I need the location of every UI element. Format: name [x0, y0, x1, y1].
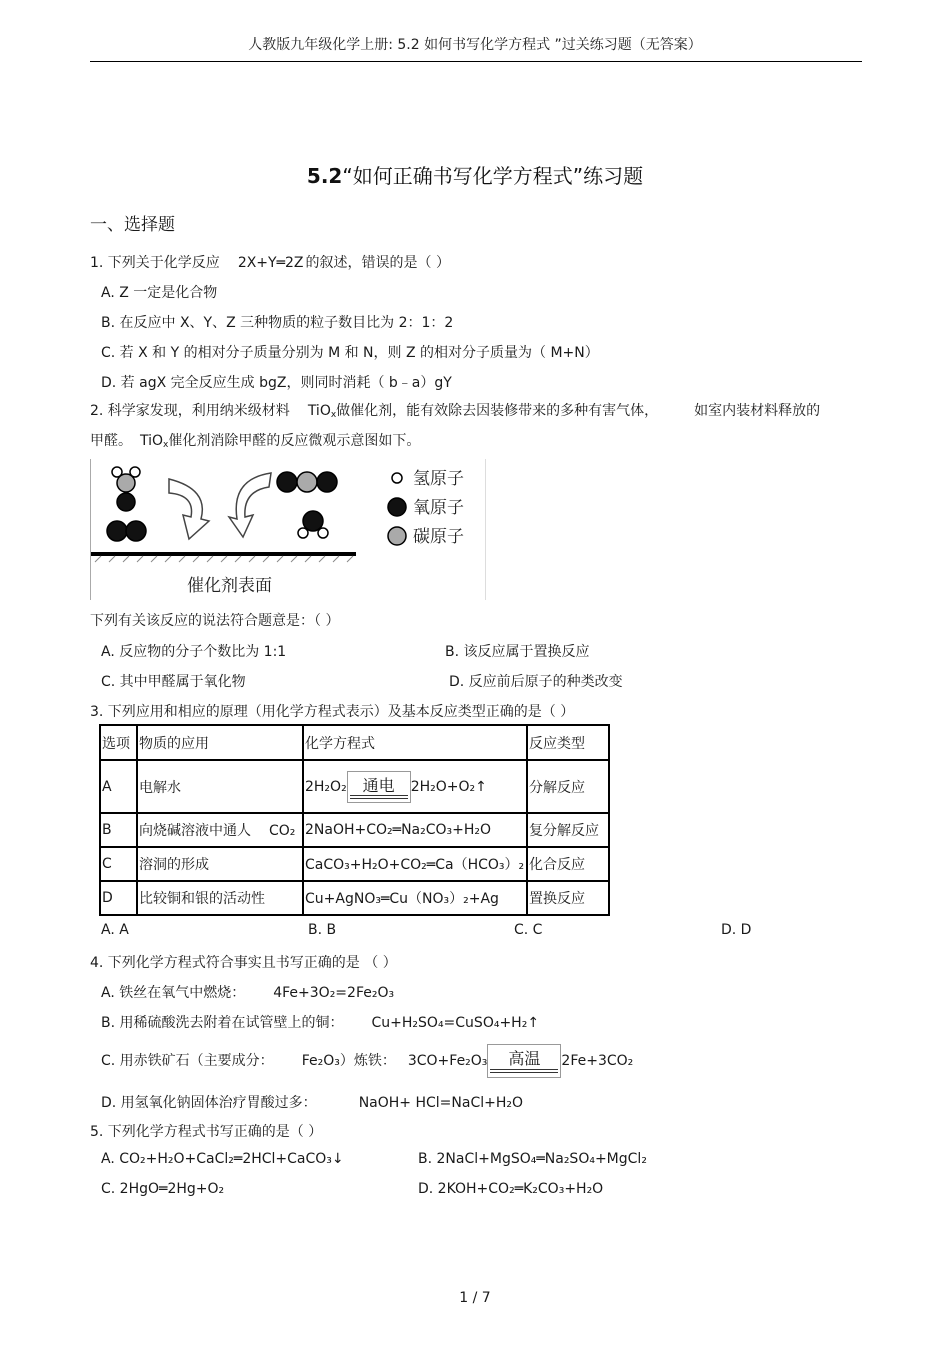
oxygen-atom [107, 521, 127, 541]
table-cell-type: 化合反应 [527, 847, 609, 881]
table-cell-type: 分解反应 [527, 760, 609, 813]
q1-option-c: C. 若 X 和 Y 的相对分子质量分别为 M 和 N，则 Z 的相对分子质量为（ M+N） [101, 345, 599, 361]
q2-line2-b: 催化剂消除甲醛的反应微观示意图如下。 [168, 433, 421, 449]
table-cell-option: B [100, 813, 137, 847]
q3-option-a: A. A [101, 922, 129, 938]
q4-b-equation: Cu+H₂SO₄=CuSO₄+H₂↑ [371, 1015, 540, 1031]
table-cell-use: 比较铜和银的活动性 [137, 881, 303, 915]
oxygen-atom [277, 472, 297, 492]
q4-c-eq-right: 2Fe+3CO₂ [561, 1053, 634, 1069]
table-header-row [100, 725, 609, 760]
reaction-diagram [90, 459, 486, 600]
table-row [100, 813, 609, 847]
legend-carbon-icon [388, 527, 406, 545]
table-row [100, 760, 609, 813]
reaction-condition-box [347, 771, 411, 803]
table-cell-use: 溶洞的形成 [137, 847, 303, 881]
q2-tiox-2 [140, 433, 168, 449]
table-cell-option: D [100, 881, 137, 915]
page-title [0, 160, 950, 189]
table-row [100, 881, 609, 915]
table-row [100, 847, 609, 881]
reaction-condition-box [487, 1044, 561, 1078]
q4-option-d [101, 1092, 523, 1112]
table-header-cell: 物质的应用 [137, 725, 303, 760]
curved-arrow-down-icon [169, 479, 209, 539]
hydrogen-atom [298, 528, 308, 538]
header-divider [90, 61, 862, 62]
q5-option-a: A. CO₂+H₂O+CaCl₂═2HCl+CaCO₃↓ [101, 1151, 344, 1167]
page-number: 1 / 7 [459, 1290, 491, 1306]
hydrogen-atom [318, 528, 328, 538]
q5-option-c: C. 2HgO═2Hg+O₂ [101, 1181, 225, 1197]
q1-stem-b: 的叙述，错误的是（ ） [305, 255, 450, 271]
q1-option-a: A. Z 一定是化合物 [101, 285, 218, 301]
q1-stem-a: 1. 下列关于化学反应 [90, 255, 220, 271]
q2-tio-2: TiO [140, 433, 164, 449]
q4-d-equation: NaOH+ HCl=NaCl+H₂O [358, 1095, 523, 1111]
q4-option-b [101, 1012, 539, 1032]
q2-tiox [308, 403, 336, 419]
q2-line1-b: 做催化剂，能有效除去因装修带来的多种有害气体， [336, 403, 659, 419]
table-cell-use: 电解水 [137, 760, 303, 813]
page-header: 人教版九年级化学上册: 5.2 如何书写化学方程式 ”过关练习题（无答案） [248, 37, 702, 53]
table-cell-type: 复分解反应 [527, 813, 609, 847]
table-cell-equation: CaCO₃+H₂O+CO₂═Ca（HCO₃）₂ [303, 847, 527, 881]
q3-stem: 3. 下列应用和相应的原理（用化学方程式表示）及基本反应类型正确的是（ ） [90, 704, 575, 720]
q4-c-mid: Fe₂O₃）炼铁： [301, 1053, 396, 1069]
q4-option-c [101, 1044, 633, 1078]
carbon-atom [117, 474, 135, 492]
q4-c-eq-left: 3CO+Fe₂O₃ [407, 1053, 488, 1069]
q3-option-d: D. D [721, 922, 752, 938]
q1-stem [90, 252, 450, 272]
reaction-condition-label: 通电 [362, 775, 395, 795]
legend-oxygen-label: 氧原子 [413, 498, 464, 518]
carbon-atom [297, 472, 317, 492]
q2-option-d: D. 反应前后原子的种类改变 [449, 674, 623, 690]
q2-line2 [90, 430, 420, 450]
table-cell-type: 置换反应 [527, 881, 609, 915]
oxygen-atom [317, 472, 337, 492]
legend-hydrogen-icon [392, 473, 402, 483]
q2-line1-a: 2. 科学家发现，利用纳米级材料 [90, 403, 290, 419]
legend-carbon-label: 碳原子 [413, 527, 464, 547]
section-heading: 一、选择题 [90, 215, 175, 235]
curved-arrow-up-icon [229, 473, 271, 537]
q2-option-b: B. 该反应属于置换反应 [445, 644, 590, 660]
equation-left: 2H₂O₂ [305, 778, 347, 795]
table-cell-equation: 2NaOH+CO₂═Na₂CO₃+H₂O [303, 813, 527, 847]
q4-a-label: A. 铁丝在氧气中燃烧： [101, 985, 246, 1001]
q4-a-equation: 4Fe+3O₂=2Fe₂O₃ [273, 985, 395, 1001]
legend-hydrogen-label: 氢原子 [413, 469, 464, 489]
table-cell-equation: Cu+AgNO₃═Cu（NO₃）₂+Ag [303, 881, 527, 915]
q2-x-2: x [163, 440, 169, 450]
table-header-cell: 化学方程式 [303, 725, 527, 760]
q4-d-label: D. 用氢氧化钠固体治疗胃酸过多： [101, 1095, 317, 1111]
reaction-diagram-svg [91, 459, 485, 600]
q5-option-b: B. 2NaCl+MgSO₄═Na₂SO₄+MgCl₂ [418, 1151, 647, 1167]
table-cell-use-text: 向烧碱溶液中通人 [139, 823, 251, 839]
table-header-cell: 反应类型 [527, 725, 609, 760]
q2-tio: TiO [307, 403, 331, 419]
reaction-condition-label: 高温 [508, 1049, 541, 1068]
title-text: “如何正确书写化学方程式”练习题 [342, 164, 644, 188]
table-header-cell: 选项 [100, 725, 137, 760]
oxygen-atom [126, 521, 146, 541]
q2-x: x [330, 410, 337, 420]
q4-c-label: C. 用赤铁矿石（主要成分： [101, 1053, 274, 1069]
q5-option-d: D. 2KOH+CO₂═K₂CO₃+H₂O [418, 1181, 604, 1197]
oxygen-atom [117, 493, 135, 511]
q2-question: 下列有关该反应的说法符合题意是：（ ） [90, 613, 340, 629]
q1-option-d: D. 若 agX 完全反应生成 bgZ，则同时消耗（ b﹣a）gY [101, 375, 452, 391]
catalyst-surface-label: 催化剂表面 [187, 576, 272, 596]
q3-option-c: C. C [514, 922, 543, 938]
title-number: 5.2 [306, 164, 343, 188]
legend-oxygen-icon [388, 498, 406, 516]
q4-b-label: B. 用稀硫酸洗去附着在试管壁上的铜： [101, 1015, 344, 1031]
q2-line1-c: 如室内装材料释放的 [694, 403, 821, 419]
q3-table [99, 724, 610, 916]
equation-right: 2H₂O+O₂↑ [410, 778, 487, 795]
q1-option-b: B. 在反应中 X、Y、Z 三种物质的粒子数目比为 2：1：2 [101, 315, 454, 331]
q2-option-c: C. 其中甲醛属于氧化物 [101, 674, 246, 690]
q2-option-a: A. 反应物的分子个数比为 1:1 [101, 644, 287, 660]
q4-option-a [101, 982, 394, 1002]
table-cell-option: C [100, 847, 137, 881]
q5-stem: 5. 下列化学方程式书写正确的是（ ） [90, 1124, 323, 1140]
table-cell-use-co2: CO₂ [269, 823, 296, 839]
table-cell-option: A [100, 760, 137, 813]
oxygen-atom [303, 511, 323, 531]
table-cell-equation [303, 760, 527, 813]
q3-option-b: B. B [308, 922, 337, 938]
q4-stem: 4. 下列化学方程式符合事实且书写正确的是 （ ） [90, 955, 397, 971]
q2-line2-a: 甲醛。 [90, 433, 132, 449]
q1-stem-equation: 2X+Y═2Z [237, 255, 304, 271]
q2-line1 [90, 400, 820, 420]
table-cell-use [137, 813, 303, 847]
